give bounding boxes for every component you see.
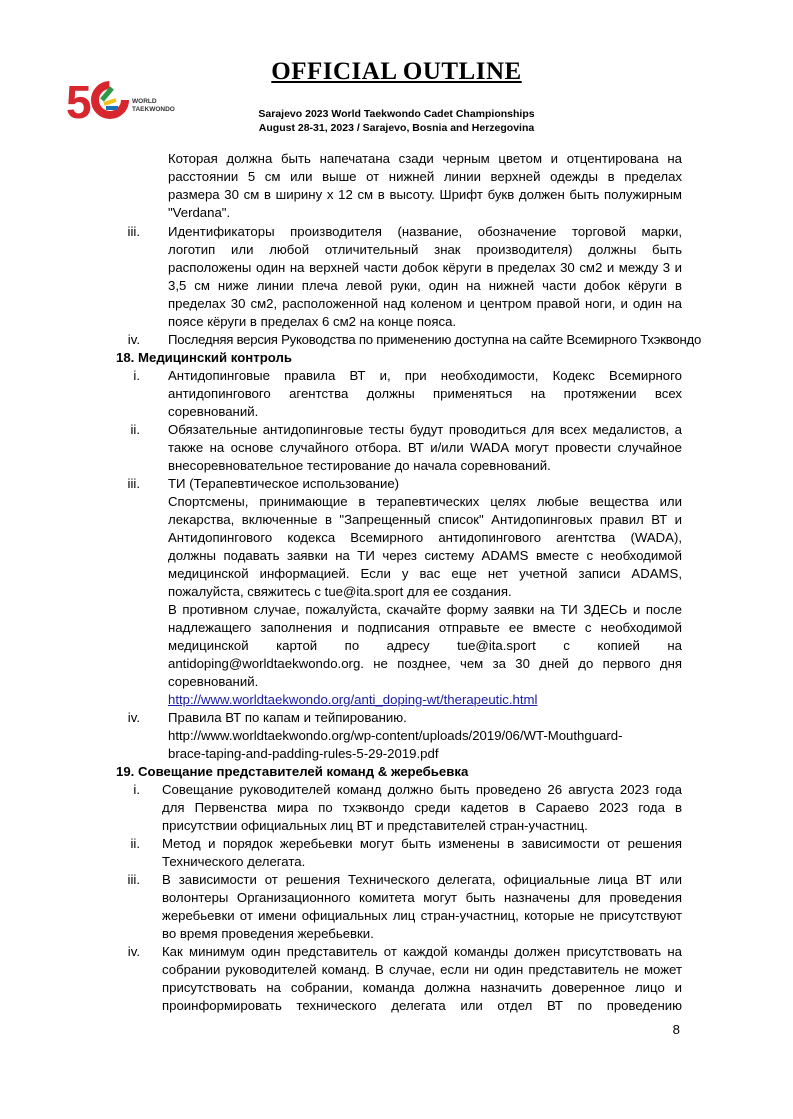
text-line: Как минимум один представитель от каждой команды должен присутствовать на [162, 944, 682, 959]
event-dates: August 28-31, 2023 / Sarajevo, Bosnia and Herzegovina [258, 122, 535, 134]
therapeutic-use-link[interactable]: http://www.worldtaekwondo.org/anti_doping-wt/therapeutic.html [168, 692, 538, 707]
text-line: Антидопингового кодекса Всемирного антидопингового агентства (WADA), [168, 530, 682, 545]
svg-text:TAEKWONDO: TAEKWONDO [132, 106, 175, 113]
text-line: поясе кёруги в пределах 6 см2 на конце пояса. [168, 314, 457, 329]
list-numeral: iv. [127, 944, 140, 959]
section-heading: 18. Медицинский контроль [116, 350, 292, 365]
text-line: пожалуйста, свяжитесь с tue@ita.sport для ее создания. [168, 584, 512, 599]
section-heading: 19. Совещание представителей команд & жеребьевка [116, 764, 469, 779]
text-line: Совещание руководителей команд должно быть проведено 26 августа 2023 года [162, 782, 682, 797]
text-line: также на основе случайного отбора. ВТ и/или WADA могут провести случайное [168, 440, 682, 455]
text-line: проинформировать технического делегата или отдел ВТ по проведению [162, 998, 682, 1013]
mouthguard-rules-url: http://www.worldtaekwondo.org/wp-content/uploads/2019/06/WT-Mouthguard- [168, 728, 623, 743]
event-name: Sarajevo 2023 World Taekwondo Cadet Championships [258, 108, 535, 120]
text-line: надлежащего заполнения и подписания отправьте ее вместе с необходимой [168, 620, 682, 635]
text-line: Технического делегата. [162, 854, 306, 869]
text-line: 3,5 см ниже линии плеча левой руки, один на нижней части добок кёруги в [168, 278, 682, 293]
text-line: присутствовать на собрании, команда должна назначить доверенное лицо и [162, 980, 682, 995]
text-line: соревнований. [168, 674, 259, 689]
list-numeral: ii. [130, 422, 140, 437]
text-line: В противном случае, пожалуйста, скачайте форму заявки на ТИ ЗДЕСЬ и после [168, 602, 682, 617]
text-line: собрании руководителей команд. В случае, если ни один представитель не может [162, 962, 682, 977]
text-line: для Первенства мира по тхэквондо среди кадетов в Сараево 2023 года в [162, 800, 682, 815]
text-line: Антидопинговые правила ВТ и, при необходимости, Кодекс Всемирного [168, 368, 682, 383]
text-line: жеребьевки от имени официальных лиц стран-участниц, которые не присутствуют [162, 908, 682, 923]
svg-text:5: 5 [66, 76, 89, 126]
text-line: Обязательные антидопинговые тесты будут проводиться для всех медалистов, а [168, 422, 682, 437]
text-line: Спортсмены, принимающие в терапевтических целях любые вещества или [168, 494, 682, 509]
text-line: антидопингового агентства должны применяться на протяжении всех [168, 386, 682, 401]
list-numeral: iii. [127, 476, 140, 491]
text-line: соревнований. [168, 404, 259, 419]
text-line: внесоревновательное тестирование до начала соревнований. [168, 458, 551, 473]
text-line: Которая должна быть напечатана сзади черным цветом и отцентирована на [168, 151, 682, 166]
text-line: медицинской информацией. Если у вас еще нет учетной записи ADAMS, [168, 566, 682, 581]
mouthguard-rules-url-cont: brace-taping-and-padding-rules-5-29-2019.pdf [168, 746, 439, 761]
text-line: лекарства, включенные в "Запрещенный список" Антидопинговых правил ВТ и [168, 512, 682, 527]
text-line: Идентификаторы производителя (название, обозначение торговой марки, [168, 224, 682, 239]
text-line: размера 30 см в ширину х 12 см в высоту. Шрифт букв должен быть полужирным [168, 187, 682, 202]
text-line: ТИ (Терапевтическое использование) [168, 476, 400, 491]
text-line: волонтеры Организационного комитета могут быть назначены для проведения [162, 890, 682, 905]
list-numeral: i. [133, 368, 140, 383]
text-line: логотип или любой отличительный знак производителя) должны быть [168, 242, 682, 257]
text-line: пределах 30 см2, расположенной над коленом и центром правой ноги, и один на [168, 296, 682, 311]
text-line: Последняя версия Руководства по применению доступна на сайте Всемирного Тхэквондо [168, 332, 702, 347]
list-numeral: iv. [127, 332, 140, 347]
text-line: расположены один на верхней части добок кёруги в пределах 30 см2 и между 3 и [168, 260, 682, 275]
text-line: "Verdana". [168, 205, 231, 220]
list-numeral: i. [133, 782, 140, 797]
page-number: 8 [672, 1022, 680, 1037]
list-numeral: iv. [127, 710, 140, 725]
text-line: должны подавать заявки на ТИ через систему ADAMS вместе с необходимой [168, 548, 682, 563]
text-line: Метод и порядок жеребьевки могут быть изменены в зависимости от решения [162, 836, 682, 851]
text-line: Правила ВТ по капам и тейпированию. [168, 710, 407, 725]
text-line: В зависимости от решения Технического делегата, официальные лица ВТ или [162, 872, 682, 887]
list-numeral: ii. [130, 836, 140, 851]
text-line: во время проведения жеребьевки. [162, 926, 374, 941]
page-title: OFFICIAL OUTLINE [271, 58, 522, 85]
text-line: расстоянии 5 см или выше от нижней линии верхней одежды в пределах [168, 169, 682, 184]
list-numeral: iii. [127, 224, 140, 239]
list-numeral: iii. [127, 872, 140, 887]
svg-text:WORLD: WORLD [132, 98, 157, 105]
text-line: antidoping@worldtaekwondo.org. не позднее, чем за 30 дней до первого дня [168, 656, 682, 671]
text-line: медицинской картой по адресу tue@ita.sport с копией на [168, 638, 682, 653]
text-line: присутствии официальных лиц ВТ и представителей стран-участниц. [162, 818, 588, 833]
